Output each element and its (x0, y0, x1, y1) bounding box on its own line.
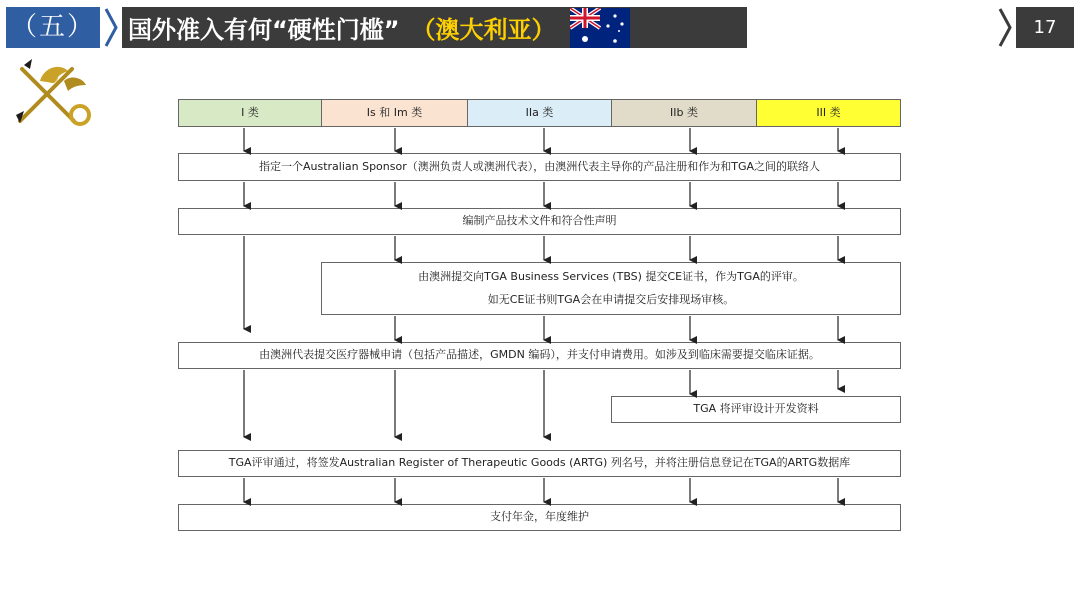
column-class-iia: IIa 类 (467, 99, 612, 127)
slide-title: 国外准入有何“硬性门槛” (128, 16, 400, 44)
page-number: 17 (1016, 7, 1074, 48)
column-class-is-im: Is 和 Im 类 (321, 99, 468, 127)
step-device-application: 由澳洲代表提交医疗器械申请（包括产品描述，GMDN 编码），并支付申请费用。如涉及到临床需要提交临床证据。 (178, 342, 901, 369)
step-submit-ce-line-2: 如无CE证书则TGA会在申请提交后安排现场审核。 (487, 292, 735, 306)
column-class-iib: IIb 类 (611, 99, 757, 127)
column-class-i: I 类 (178, 99, 322, 127)
column-class-iii: III 类 (756, 99, 901, 127)
step-submit-ce-line-1: 由澳洲提交向TGA Business Services (TBS) 提交CE证书，作为TGA的评审。 (418, 270, 804, 284)
section-label: （五） (6, 7, 100, 48)
step-tga-design-review: TGA 将评审设计开发资料 (611, 396, 901, 423)
step-prepare-technical-file: 编制产品技术文件和符合性声明 (178, 208, 901, 235)
slide-subtitle: （澳大利亚） (411, 16, 556, 44)
step-appoint-sponsor: 指定一个Australian Sponsor（澳洲负责人或澳洲代表），由澳洲代表主导你的产品注册和作为和TGA之间的联络人 (178, 153, 901, 181)
step-artg-listing: TGA评审通过，将签发Australian Register of Therapeutic Goods (ARTG) 列名号，并将注册信息登记在TGA的ARTG数据库 (178, 450, 901, 477)
step-annual-fee: 支付年金，年度维护 (178, 504, 901, 531)
